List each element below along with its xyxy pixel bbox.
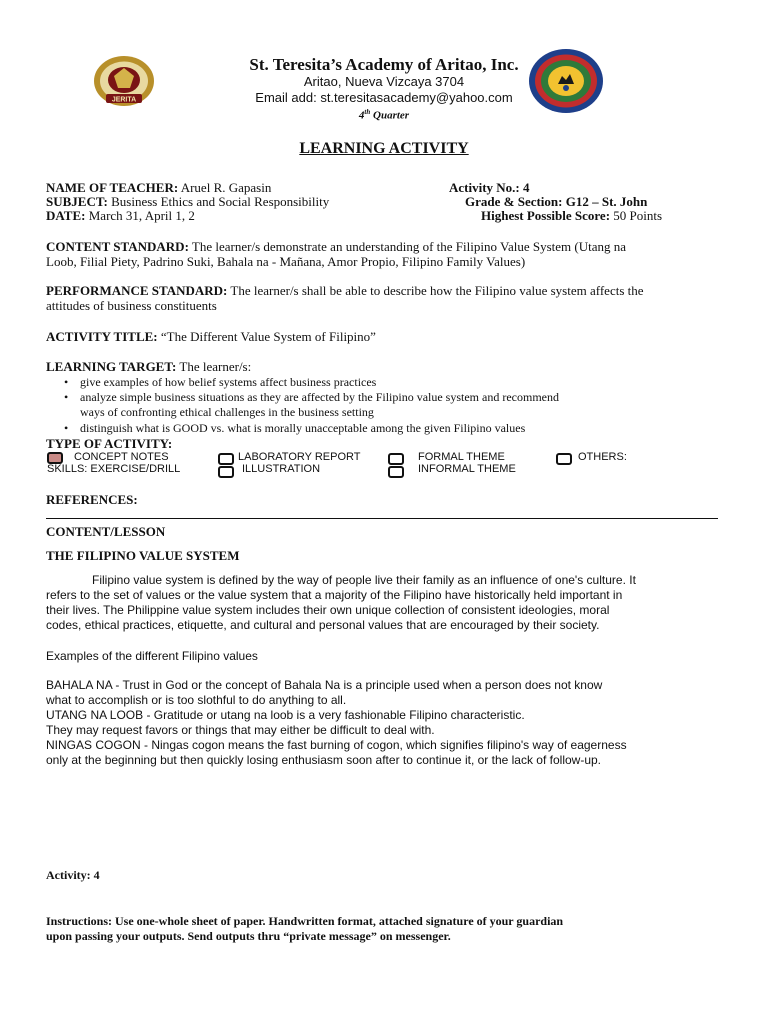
performance-standard-text-2: attitudes of business constituents [46, 298, 217, 313]
content-lesson-label: CONTENT/LESSON [46, 524, 166, 539]
references-label: REFERENCES: [46, 492, 138, 507]
quarter-label [0, 108, 768, 122]
learning-target-item-continued: ways of confronting ethical challenges in the business setting [80, 405, 374, 419]
performance-standard-text: The learner/s shall be able to describe how the Filipino value system affects the [230, 283, 644, 298]
laboratory-report-checkbox[interactable] [218, 453, 234, 465]
instructions-line: upon passing your outputs. Send outputs thru “private message” on messenger. [46, 929, 451, 943]
learning-target-item: give examples of how belief systems affect business practices [80, 375, 377, 389]
list-item [52, 421, 732, 436]
score-label: Highest Possible Score: [481, 208, 611, 223]
example-line: only at the beginning but then quickly losing enthusiasm soon after to continue it, or the lack of follow-up. [46, 753, 601, 767]
activity-footer-label: Activity: 4 [46, 868, 100, 882]
content-standard-text-2: Loob, Filial Piety, Padrino Suki, Bahala na - Mañana, Amor Propio, Filipino Family Values) [46, 254, 526, 269]
performance-standard [46, 283, 726, 313]
paragraph-line: refers to the set of values or the value system that a majority of the Filipino have historically held important in [46, 588, 623, 602]
skills-label: SKILLS: EXERCISE/DRILL [47, 463, 181, 475]
others-checkbox[interactable] [556, 453, 572, 465]
example-line: UTANG NA LOOB - Gratitude or utang na loob is a very fashionable Filipino characteristic. [46, 708, 525, 722]
learning-target-item: distinguish what is GOOD vs. what is morally unacceptable among the given Filipino values [80, 421, 526, 435]
performance-standard-label: PERFORMANCE STANDARD: [46, 283, 228, 298]
formal-theme-label: FORMAL THEME [418, 451, 505, 463]
left-logo-banner: JERITA [111, 96, 137, 104]
others-label: OTHERS: [578, 451, 627, 463]
teacher-row [46, 180, 271, 195]
instructions [46, 914, 746, 944]
school-email: Email add: st.teresitasacademy@yahoo.com [255, 90, 513, 105]
examples-block [46, 678, 736, 768]
example-line: what to accomplish or is too slothful to do anything to all. [46, 693, 347, 707]
paragraph-line: codes, ethical practices, etiquette, and cultural and personal values that are encouraged by their society. [46, 618, 600, 632]
quarter-suffix: th [364, 108, 371, 116]
activity-number: Activity No.: 4 [449, 180, 530, 195]
content-standard [46, 239, 726, 269]
subject-label: SUBJECT: [46, 194, 108, 209]
activity-title-text: “The Different Value System of Filipino” [160, 329, 376, 344]
informal-theme-checkbox[interactable] [388, 466, 404, 478]
examples-intro: Examples of the different Filipino values [46, 649, 258, 663]
teacher-value: Aruel R. Gapasin [180, 180, 272, 195]
list-item [52, 375, 732, 390]
type-of-activity-label: TYPE OF ACTIVITY: [46, 436, 173, 451]
learning-target-intro: The learner/s: [179, 359, 252, 374]
paragraph-line: Filipino value system is defined by the way of people live their family as an influence of one's culture. It [92, 573, 636, 587]
quarter-word: Quarter [373, 109, 410, 122]
illustration-label: ILLUSTRATION [242, 463, 321, 475]
school-address: Aritao, Nueva Vizcaya 3704 [303, 74, 465, 89]
references-divider [46, 518, 718, 519]
example-line: They may request favors or things that may either be difficult to deal with. [46, 723, 435, 737]
date-label: DATE: [46, 208, 86, 223]
informal-theme-label: INFORMAL THEME [418, 463, 516, 475]
date-value: March 31, April 1, 2 [88, 208, 195, 223]
example-line: NINGAS COGON - Ningas cogon means the fast burning of cogon, which signifies filipino's way of eagerness [46, 738, 627, 752]
illustration-checkbox[interactable] [218, 466, 234, 478]
learning-target-heading [46, 359, 251, 374]
content-standard-label: CONTENT STANDARD: [46, 239, 189, 254]
lesson-paragraph [46, 573, 736, 633]
lesson-title: THE FILIPINO VALUE SYSTEM [46, 548, 240, 563]
laboratory-report-label: LABORATORY REPORT [238, 451, 361, 463]
paragraph-line: their lives. The Philippine value system includes their own unique collection of consistent ideologies, moral [46, 603, 610, 617]
formal-theme-checkbox[interactable] [388, 453, 404, 465]
score-value: 50 Points [613, 208, 663, 223]
content-standard-text: The learner/s demonstrate an understanding of the Filipino Value System (Utang na [191, 239, 626, 254]
activity-title [46, 329, 376, 344]
list-item [52, 390, 732, 420]
highest-score-row [481, 208, 662, 223]
concept-notes-label: CONCEPT NOTES [74, 451, 169, 463]
learning-target-list [52, 375, 732, 436]
date-row [46, 208, 195, 223]
page-title: LEARNING ACTIVITY [299, 140, 469, 157]
learning-target-label: LEARNING TARGET: [46, 359, 177, 374]
teacher-label: NAME OF TEACHER: [46, 180, 179, 195]
activity-title-label: ACTIVITY TITLE: [46, 329, 158, 344]
quarter-number: 4 [358, 109, 365, 122]
subject-row [46, 194, 329, 209]
example-line: BAHALA NA - Trust in God or the concept of Bahala Na is a principle used when a person does not know [46, 678, 603, 692]
school-name: St. Teresita’s Academy of Aritao, Inc. [249, 55, 519, 74]
subject-value: Business Ethics and Social Responsibility [111, 194, 330, 209]
instructions-line: Instructions: Use one-whole sheet of paper. Handwritten format, attached signature of your guardian [46, 914, 564, 928]
grade-section: Grade & Section: G12 – St. John [465, 194, 648, 209]
learning-target-item: analyze simple business situations as they are affected by the Filipino value system and recommend [80, 390, 559, 404]
